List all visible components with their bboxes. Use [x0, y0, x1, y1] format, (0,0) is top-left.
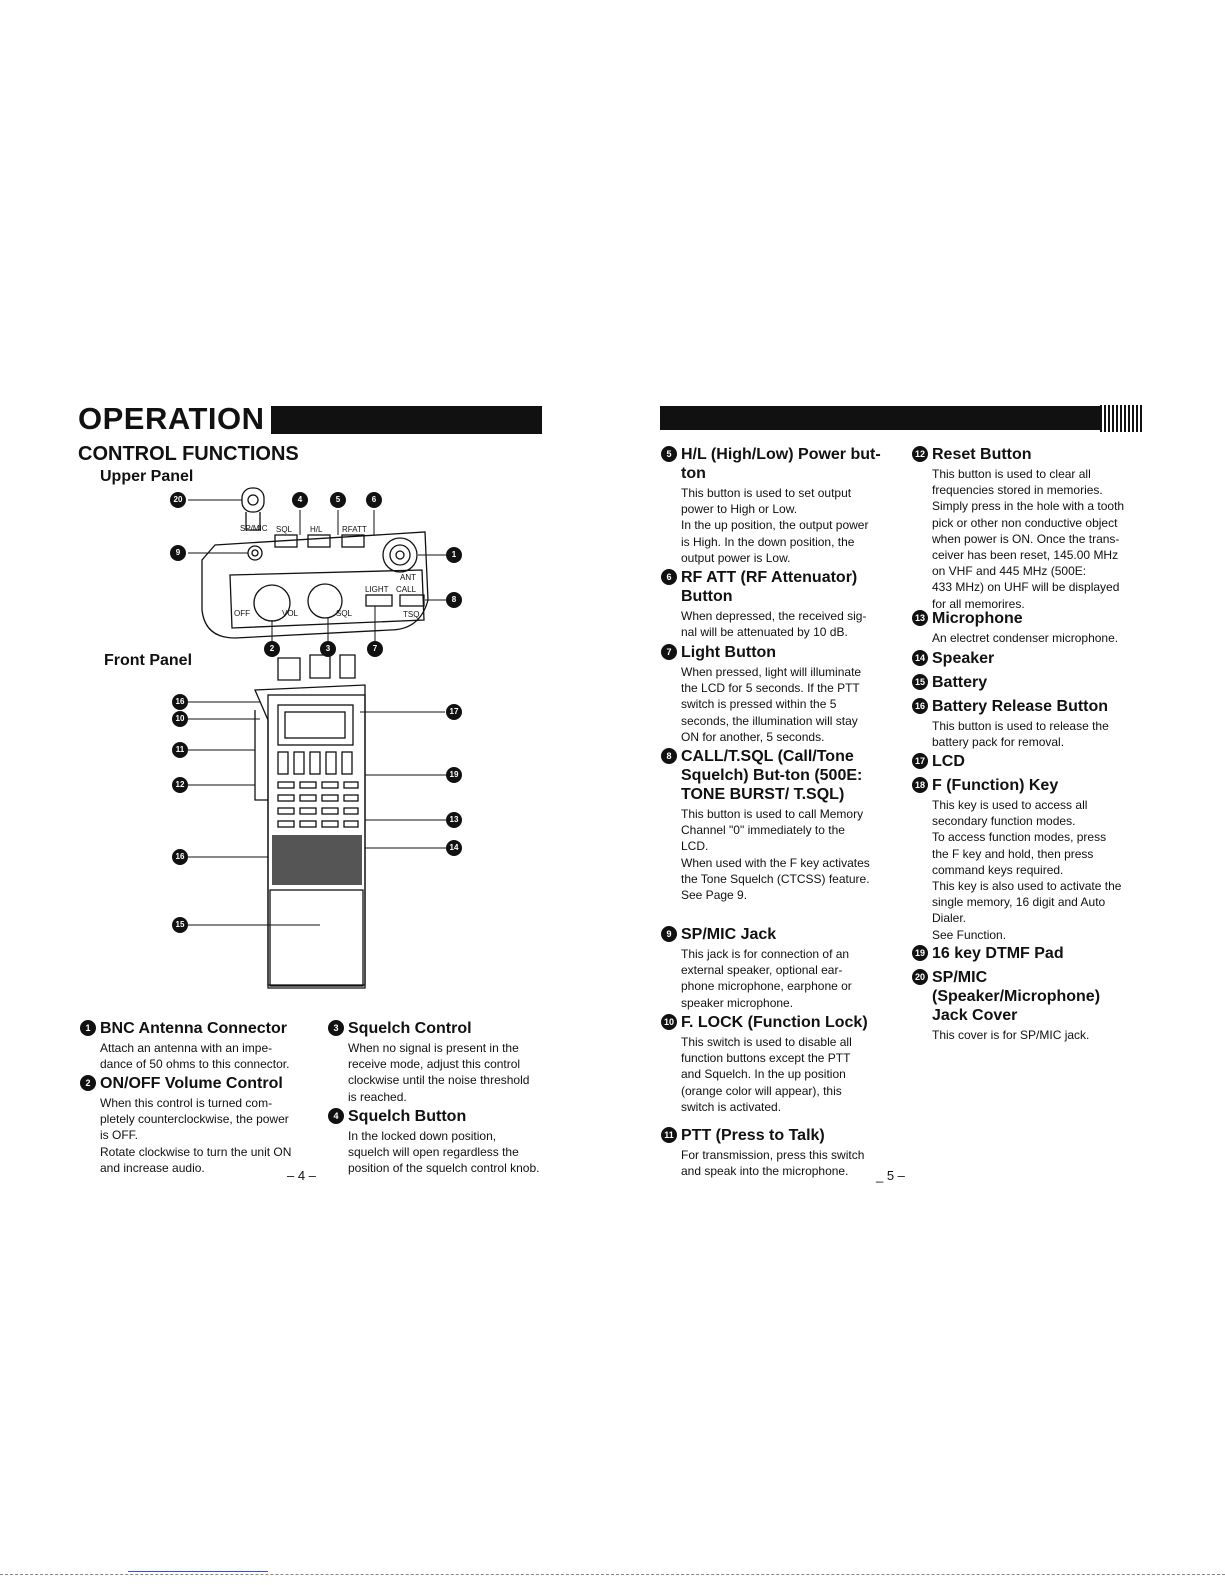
- callout-19: 19: [446, 767, 462, 783]
- callout-6: 6: [366, 492, 382, 508]
- entry-20: 20 SP/MIC (Speaker/Microphone) Jack Cover This cover is for SP/MIC jack.: [912, 968, 1136, 1043]
- callout-2: 2: [264, 641, 280, 657]
- entry-4: 4 Squelch Button In the locked down position, squelch will open regardless the position of the squelch control knob.: [328, 1107, 553, 1177]
- entry-11: 11 PTT (Press to Talk) For transmission, press this switch and speak into the microphone.: [661, 1126, 887, 1179]
- label-rfatt: RFATT: [342, 525, 367, 534]
- callout-16b: 16: [172, 849, 188, 865]
- callout-13: 13: [446, 812, 462, 828]
- callout-10: 10: [172, 711, 188, 727]
- scan-footer-mark: [128, 1571, 268, 1572]
- callout-12: 12: [172, 777, 188, 793]
- label-vol: VOL: [282, 609, 299, 618]
- callout-11: 11: [172, 742, 188, 758]
- callout-1: 1: [446, 547, 462, 563]
- label-tsq: TSQ: [403, 610, 420, 619]
- callout-4: 4: [292, 492, 308, 508]
- callout-16: 16: [172, 694, 188, 710]
- label-ant: ANT: [400, 573, 416, 582]
- callout-8: 8: [446, 592, 462, 608]
- callout-14: 14: [446, 840, 462, 856]
- section-header-bar: [78, 401, 542, 436]
- entry-6: 6 RF ATT (RF Attenuator) Button When depressed, the received sig- nal will be attenuated by 10 dB.: [661, 568, 887, 640]
- header-barcode-decoration: [1100, 405, 1144, 432]
- page-number-right: _ 5 –: [876, 1168, 905, 1183]
- entry-15: 15 Battery: [912, 673, 1136, 694]
- entry-17: 17 LCD: [912, 752, 1136, 773]
- entry-16: 16 Battery Release Button This button is used to release the battery pack for removal.: [912, 697, 1136, 750]
- callout-15: 15: [172, 917, 188, 933]
- entry-1: 1 BNC Antenna Connector Attach an antenna with an impe- dance of 50 ohms to this connector.: [80, 1019, 305, 1072]
- entry-7: 7 Light Button When pressed, light will illuminate the LCD for 5 seconds. If the PTT switch is pressed within the 5 seconds, the illumination will stay ON for another, 5 seconds.: [661, 643, 887, 745]
- page-number-left: – 4 –: [287, 1168, 316, 1183]
- callout-17: 17: [446, 704, 462, 720]
- callout-5: 5: [330, 492, 346, 508]
- radio-diagram: [160, 480, 480, 1000]
- entry-9: 9 SP/MIC Jack This jack is for connection of an external speaker, optional ear- phone microphone, earphone or speaker microphone.: [661, 925, 887, 1011]
- entry-3: 3 Squelch Control When no signal is present in the receive mode, adjust this control clockwise until the noise threshold is reached.: [328, 1019, 553, 1105]
- entry-13: 13 Microphone An electret condenser microphone.: [912, 609, 1136, 646]
- label-off: OFF: [234, 609, 250, 618]
- label-sql: SQL: [276, 525, 293, 534]
- entry-19: 19 16 key DTMF Pad: [912, 944, 1136, 965]
- entry-2: 2 ON/OFF Volume Control When this control is turned com- pletely counterclockwise, the power is OFF. Rotate clockwise to turn the unit ON and increase audio.: [80, 1074, 305, 1176]
- label-sql-knob: SQL: [336, 609, 353, 618]
- entry-18: 18 F (Function) Key This key is used to access all secondary function modes. To access function modes, press the F key and hold, then press command keys required. This key is also used to activate the single memory, 16 digit and Auto Dialer. See Function.: [912, 776, 1136, 943]
- entry-5: 5 H/L (High/Low) Power but-ton This button is used to set output power to High or Low. In the up position, the output power is High. In the down position, the output power is Low.: [661, 445, 887, 566]
- entry-8: 8 CALL/T.SQL (Call/Tone Squelch) But-ton (500E: TONE BURST/ T.SQL) This button is used to call Memory Channel "0" immediately to the LCD. When used with the F key activates the Tone Squelch (CTCSS) feature. See Page 9.: [661, 747, 887, 903]
- entry-12: 12 Reset Button This button is used to clear all frequencies stored in memories. Simply press in the hole with a tooth pick or other non conductive object when power is ON. Once the trans- ceiver has been reset, 145.00 MHz on VHF and 445 MHz (500E: 433 MHz) on UHF will be displayed for all memorires.: [912, 445, 1136, 612]
- label-call: CALL: [396, 585, 417, 594]
- scan-footer-line: [0, 1574, 1225, 1575]
- label-light: LIGHT: [365, 585, 389, 594]
- section-header-bar-right: [660, 406, 1100, 430]
- page-title: OPERATION: [78, 402, 271, 436]
- section-title: CONTROL FUNCTIONS: [78, 443, 299, 465]
- label-hl: H/L: [310, 525, 323, 534]
- entry-14: 14 Speaker: [912, 649, 1136, 670]
- entry-10: 10 F. LOCK (Function Lock) This switch is used to disable all function buttons except the PTT and Squelch. In the up position (orange color will appear), this switch is activated.: [661, 1013, 887, 1115]
- upper-panel-label: Upper Panel: [100, 468, 194, 485]
- front-panel-label: Front Panel: [104, 652, 193, 669]
- callout-7: 7: [367, 641, 383, 657]
- callout-9: 9: [170, 545, 186, 561]
- callout-20: 20: [170, 492, 186, 508]
- callout-3: 3: [320, 641, 336, 657]
- label-spmic: SP/MIC: [240, 524, 268, 533]
